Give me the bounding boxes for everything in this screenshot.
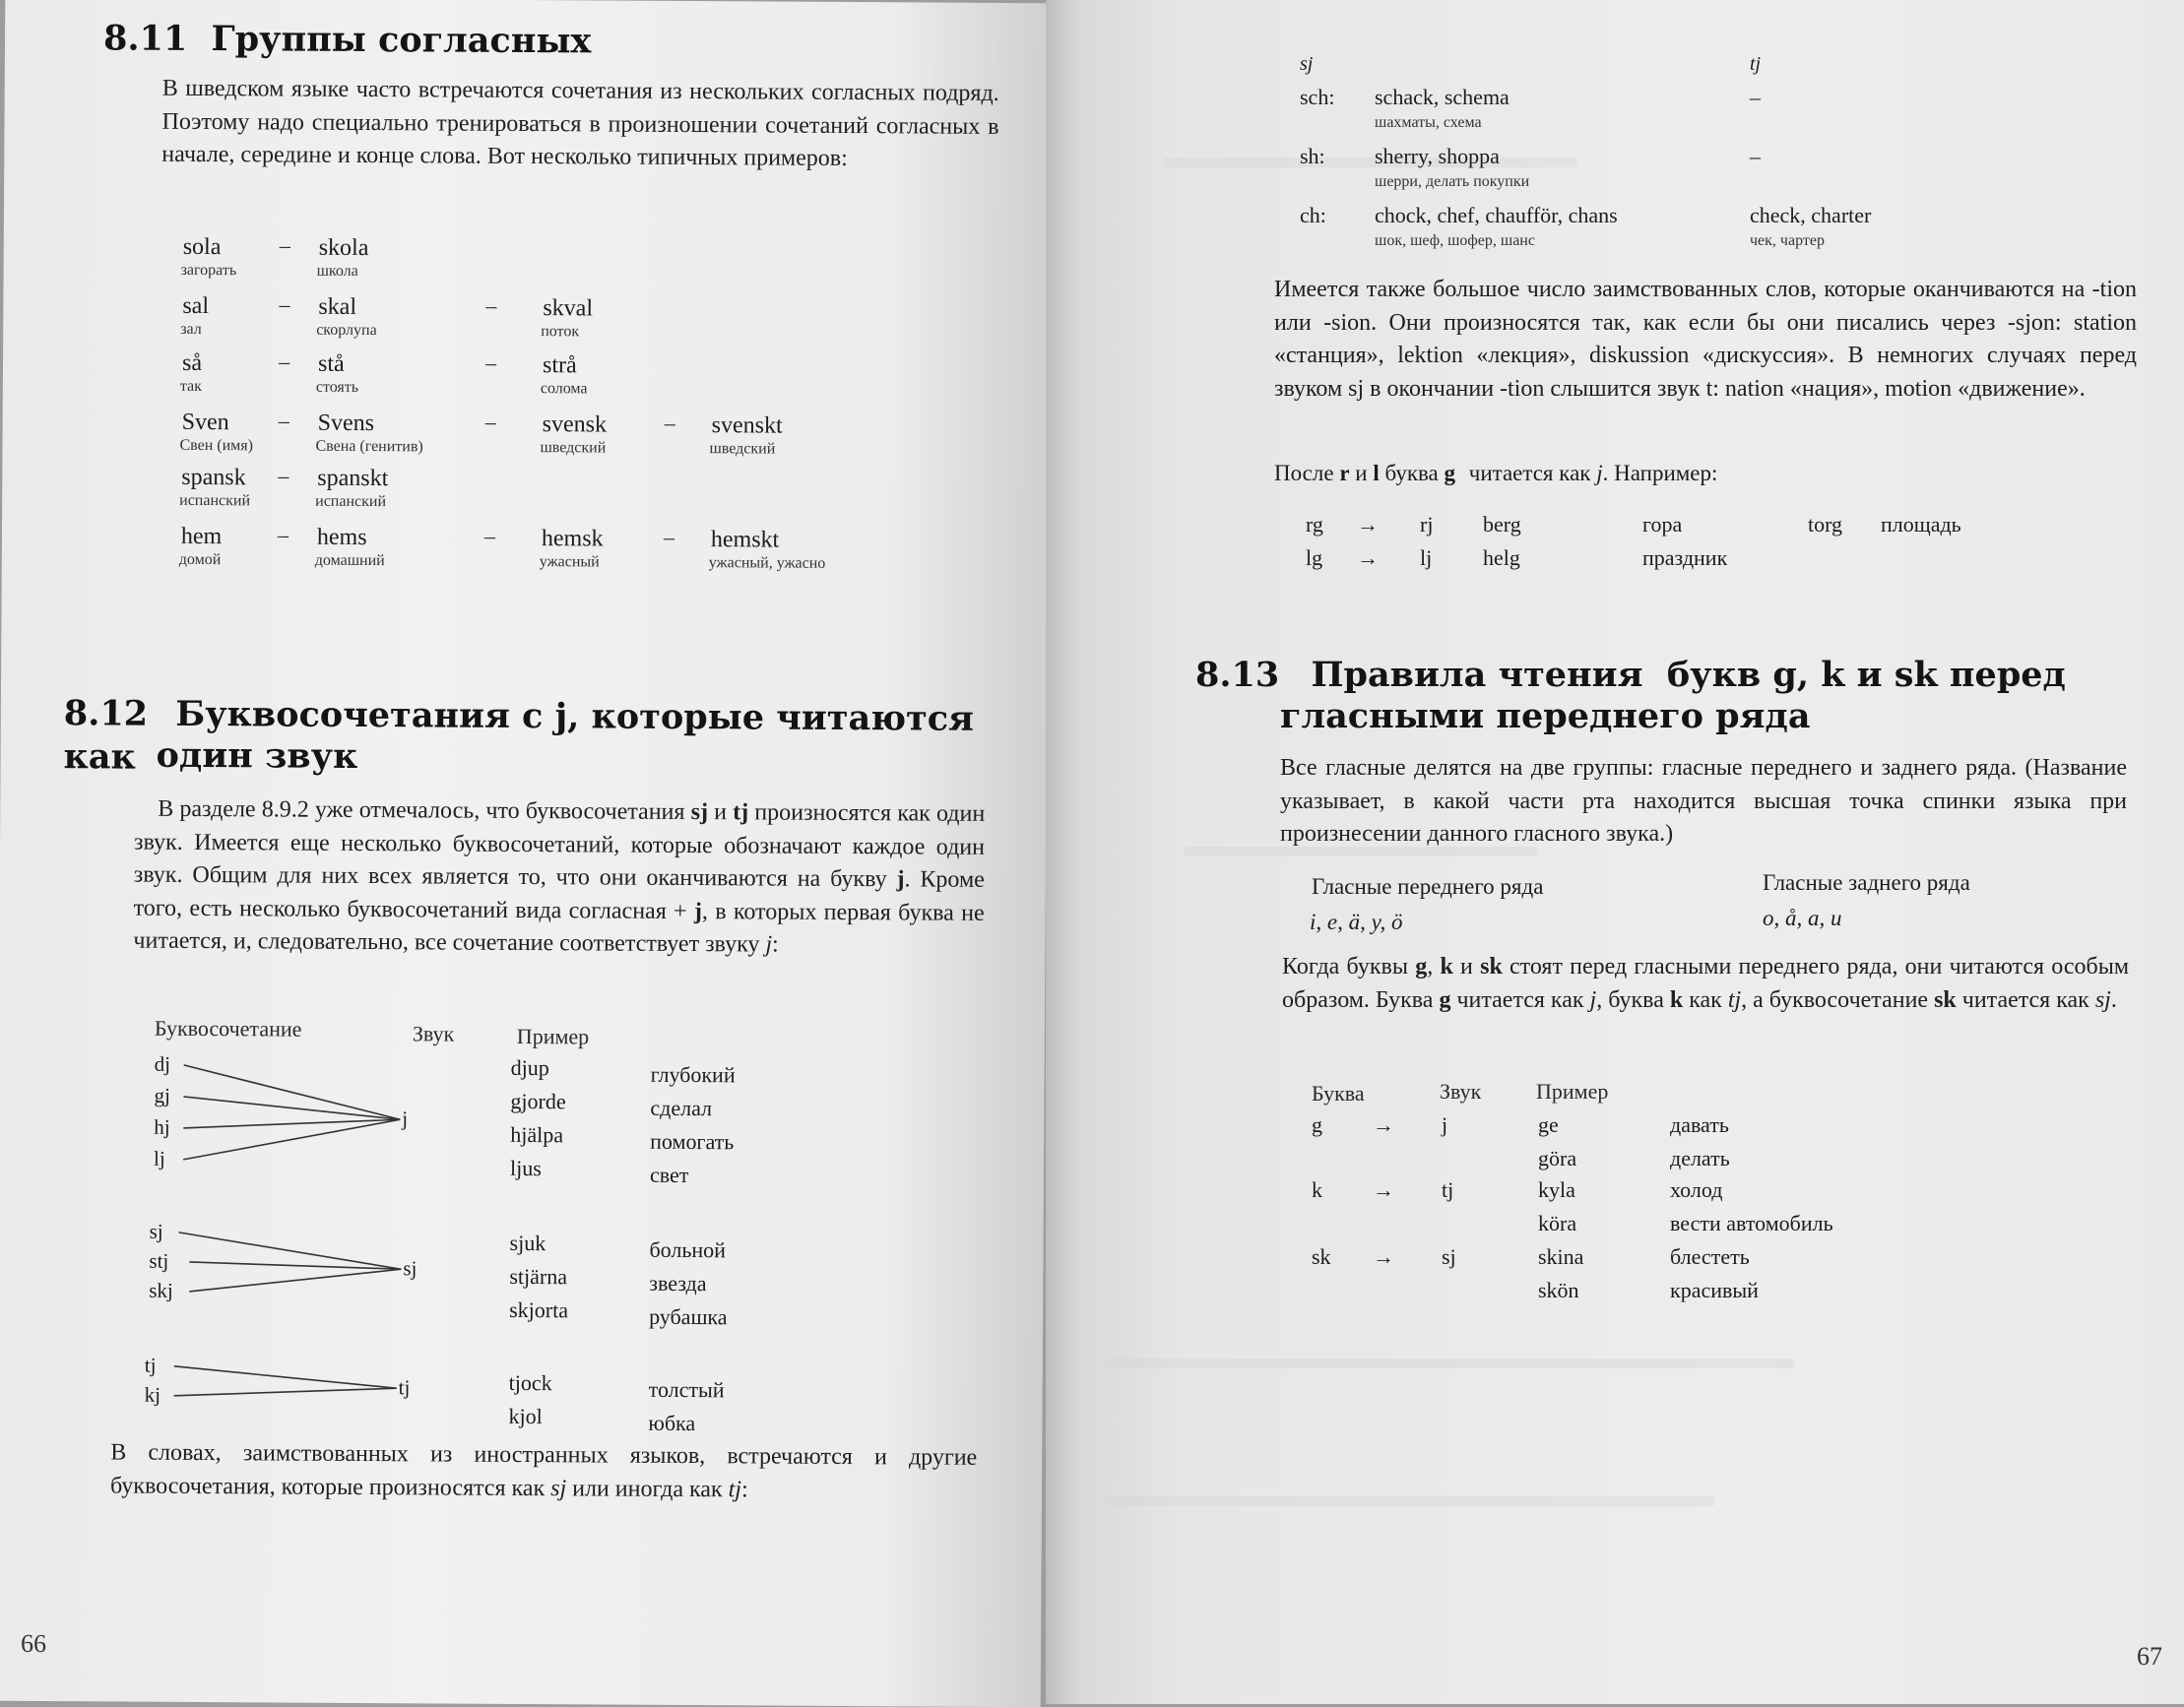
italic-sj: sj bbox=[550, 1475, 567, 1501]
dash: – bbox=[278, 408, 289, 433]
loan-words: sherry, shoppa bbox=[1375, 144, 1500, 168]
rg-cell-from: lg bbox=[1306, 545, 1323, 570]
section-8-13-rule-text bbox=[1282, 951, 2129, 1017]
cluster-word: hems bbox=[316, 524, 367, 551]
bold-l: l bbox=[1373, 461, 1380, 485]
dash: – bbox=[484, 409, 496, 434]
rule-example: skön bbox=[1538, 1278, 1579, 1302]
text-fragment: и bbox=[1460, 954, 1473, 980]
cluster-word: hem bbox=[180, 523, 223, 550]
cluster-word: spansk bbox=[181, 464, 246, 491]
cluster-word: sola bbox=[182, 233, 222, 261]
dash: – bbox=[278, 348, 290, 374]
header-example: Пример bbox=[1536, 1079, 1609, 1104]
cluster-gloss: поток bbox=[541, 323, 580, 341]
rg-cell-ex: helg bbox=[1483, 545, 1520, 570]
rule-arrow: → bbox=[1373, 1177, 1394, 1202]
combo-letters: gj bbox=[154, 1083, 170, 1107]
section-8-13-text: Все гласные делятся на две группы: гласные переднего и заднего ряда. (Название указывает, в какой части рта находится высшая точка спинки языка при произнесении данного гласного звука.) bbox=[1280, 755, 2127, 847]
header-sound: Звук bbox=[1440, 1079, 1482, 1104]
text-fragment: , а буквосочетание bbox=[1741, 986, 1929, 1013]
rule-translation: блестеть bbox=[1670, 1244, 1750, 1269]
rule-translation: давать bbox=[1670, 1112, 1729, 1137]
bleed-through bbox=[1105, 1496, 1715, 1506]
section-title-line1: Правила чтения букв g, k и sk перед bbox=[1311, 655, 2066, 695]
italic-j: j bbox=[1596, 461, 1603, 485]
section-number: 8.11 bbox=[102, 18, 188, 59]
loan-tj-gloss: чек, чартер bbox=[1750, 232, 1825, 249]
rule-example: kyla bbox=[1538, 1177, 1575, 1202]
header-combo: Буквосочетание bbox=[154, 1015, 302, 1042]
rule-letter: g bbox=[1312, 1112, 1322, 1137]
bold-k: k bbox=[1440, 954, 1453, 980]
connector-line bbox=[178, 1233, 401, 1269]
combo-letters: dj bbox=[154, 1051, 171, 1076]
example-translation: звезда bbox=[649, 1270, 707, 1296]
page-number-left: 66 bbox=[20, 1628, 47, 1659]
example-translation: сделал bbox=[650, 1095, 713, 1121]
cluster-word: så bbox=[181, 349, 203, 376]
sound-label: j bbox=[402, 1106, 409, 1131]
cluster-gloss: шведский bbox=[709, 440, 776, 458]
connector-line bbox=[183, 1097, 400, 1119]
rule-translation: вести автомобиль bbox=[1670, 1211, 1833, 1235]
cluster-word: svensk bbox=[542, 411, 608, 438]
cluster-word: spanskt bbox=[317, 465, 389, 492]
section-title: Группы согласных bbox=[211, 19, 592, 62]
text-fragment: и bbox=[1355, 461, 1368, 485]
example-word: tjock bbox=[508, 1369, 552, 1396]
loan-gloss: шерри, делать покупки bbox=[1375, 173, 1530, 190]
text-fragment: В словах, заимствованных из иностранных языков, встречаются и другие буквосочетания, которые произносятся как bbox=[109, 1439, 978, 1501]
rg-cell-arrow: → bbox=[1357, 512, 1379, 537]
text-fragment: В разделе 8.9.2 уже отмечалось, что буквосочетания bbox=[158, 795, 685, 826]
rg-cell-ex2: torg bbox=[1808, 512, 1843, 537]
tion-paragraph: Имеется также большое число заимствованных слов, которые оканчиваются на -tion или -sion. Они произносятся так, как если бы они писались через -sjon: station «станция», lektion «лекция», diskussion «дискуссия». В немногих случаях перед звуком sj в окончании -tion слышится звук t: nation «нация», motion «движение». bbox=[1274, 277, 2137, 402]
text-fragment: , bbox=[1427, 954, 1434, 980]
connector-line bbox=[183, 1118, 400, 1161]
loan-tj-words: – bbox=[1750, 85, 1761, 109]
loan-label: sch: bbox=[1300, 85, 1335, 109]
front-vowels-label: Гласные переднего ряда bbox=[1312, 874, 1544, 899]
cluster-gloss: Свена (генитив) bbox=[315, 437, 423, 456]
text-fragment: , буква bbox=[1596, 986, 1664, 1013]
bleed-through bbox=[1105, 1359, 1794, 1368]
loan-tj-words: – bbox=[1750, 144, 1761, 168]
connector-line bbox=[174, 1366, 397, 1388]
example-translation: больной bbox=[649, 1236, 727, 1263]
loan-gloss: шок, шеф, шофер, шанс bbox=[1375, 232, 1535, 249]
section-8-13-heading bbox=[1195, 654, 2066, 697]
cluster-gloss: так bbox=[179, 377, 202, 395]
right-page bbox=[1046, 0, 2184, 1704]
rg-cell-to: lj bbox=[1420, 545, 1433, 570]
rule-sound: tj bbox=[1442, 1177, 1454, 1202]
cluster-word: Sven bbox=[181, 409, 229, 436]
cluster-gloss: солома bbox=[540, 380, 588, 398]
example-word: kjol bbox=[508, 1403, 543, 1429]
text-fragment: : bbox=[740, 1476, 748, 1502]
rule-example: skina bbox=[1538, 1244, 1584, 1269]
text-fragment: или иногда как bbox=[572, 1475, 723, 1502]
example-word: stjärna bbox=[509, 1263, 568, 1290]
back-vowels: o, å, a, u bbox=[1763, 906, 1842, 930]
section-title-line1: Буквосочетания с j, которые читаются как bbox=[63, 693, 975, 778]
rg-cell-tr: гора bbox=[1642, 512, 1683, 537]
text-fragment: Когда буквы bbox=[1282, 954, 1408, 980]
dash: – bbox=[483, 523, 496, 548]
back-vowels-label: Гласные заднего ряда bbox=[1763, 870, 1970, 895]
connector-line bbox=[189, 1262, 401, 1269]
bleed-through bbox=[1164, 158, 1577, 167]
combo-letters: kj bbox=[144, 1382, 161, 1407]
dash: – bbox=[663, 524, 675, 549]
cluster-gloss: загорать bbox=[180, 261, 237, 280]
dash: – bbox=[279, 232, 290, 258]
cluster-gloss: ужасный bbox=[539, 553, 600, 571]
rule-translation: красивый bbox=[1670, 1278, 1759, 1302]
column-header-sj: sj bbox=[1300, 53, 1314, 75]
text-fragment: : bbox=[772, 931, 779, 958]
section-8-13-heading-line2: гласными переднего ряда bbox=[1280, 696, 1811, 736]
example-word: djup bbox=[510, 1054, 549, 1081]
example-word: skjorta bbox=[509, 1296, 569, 1323]
bold-j: j bbox=[693, 898, 703, 924]
italic-j: j bbox=[1589, 986, 1597, 1013]
left-page bbox=[0, 0, 1051, 1707]
connector-lines bbox=[0, 0, 990, 1676]
example-translation: свет bbox=[649, 1162, 689, 1188]
text-fragment: и bbox=[714, 799, 728, 826]
bold-g: g bbox=[1415, 954, 1428, 980]
cluster-word: strå bbox=[542, 352, 577, 379]
text-fragment: читается как bbox=[1468, 461, 1591, 485]
text-fragment: стоят перед гласными переднего ряда, они читаются особым образом. Буква bbox=[1282, 954, 2130, 1013]
cluster-gloss: школа bbox=[316, 262, 358, 280]
cluster-word: hemskt bbox=[710, 527, 780, 553]
cluster-word: svenskt bbox=[711, 412, 783, 439]
sound-label: tj bbox=[398, 1375, 411, 1400]
cluster-gloss: домой bbox=[178, 550, 222, 569]
text-fragment: После bbox=[1274, 461, 1334, 485]
text-fragment: читается как bbox=[1961, 986, 2089, 1013]
dash: – bbox=[278, 463, 289, 488]
bold-r: r bbox=[1339, 461, 1350, 485]
text-fragment: . Например: bbox=[1602, 461, 1718, 485]
rg-cell-tr2: площадь bbox=[1881, 512, 1961, 537]
rg-cell-to: rj bbox=[1420, 512, 1434, 537]
connector-line bbox=[189, 1268, 401, 1293]
dash: – bbox=[484, 349, 497, 375]
example-translation: рубашка bbox=[649, 1303, 728, 1330]
italic-tj: tj bbox=[728, 1476, 742, 1502]
bold-sk: sk bbox=[1934, 986, 1957, 1013]
example-translation: глубокий bbox=[650, 1061, 736, 1088]
loan-words: schack, schema bbox=[1375, 85, 1510, 109]
rule-arrow: → bbox=[1373, 1112, 1394, 1137]
loan-tj-words: check, charter bbox=[1750, 203, 1872, 227]
rg-intro bbox=[1274, 461, 1717, 486]
section-number: 8.12 bbox=[63, 693, 149, 734]
rule-example: ge bbox=[1538, 1112, 1559, 1137]
cluster-word: Svens bbox=[317, 410, 375, 437]
italic-tj: tj bbox=[1727, 986, 1742, 1013]
rule-translation: холод bbox=[1670, 1177, 1723, 1202]
cluster-gloss: стоять bbox=[315, 378, 359, 396]
header-example: Пример bbox=[516, 1023, 590, 1049]
connector-line bbox=[174, 1387, 397, 1397]
combo-letters: skj bbox=[149, 1278, 173, 1302]
cluster-gloss: Свен (имя) bbox=[179, 436, 254, 455]
bold-tj: tj bbox=[733, 799, 749, 826]
rule-translation: делать bbox=[1670, 1146, 1730, 1170]
bold-sk: sk bbox=[1480, 954, 1503, 980]
bold-j: j bbox=[896, 866, 905, 893]
cluster-word: sal bbox=[182, 292, 210, 320]
rule-example: köra bbox=[1538, 1211, 1577, 1235]
cluster-gloss: испанский bbox=[315, 492, 387, 511]
section-8-12-heading-line2: один звук bbox=[156, 734, 358, 777]
text-fragment: читается как bbox=[1456, 986, 1584, 1013]
combo-letters: tj bbox=[144, 1353, 157, 1377]
rule-sound: sj bbox=[1442, 1244, 1456, 1269]
text-fragment: , в которых первая буква не читается, и, следовательно, все сочетание соответствует звуку bbox=[133, 898, 985, 958]
cluster-gloss: шведский bbox=[540, 439, 607, 457]
header-letter: Буква bbox=[1312, 1081, 1365, 1106]
cluster-gloss: ужасный, ужасно bbox=[708, 554, 826, 572]
rg-cell-ex: berg bbox=[1483, 512, 1521, 537]
front-vowels: i, e, ä, y, ö bbox=[1310, 910, 1403, 934]
text-fragment: произносятся как один звук. Имеется еще несколько буквосочетаний, которые обозначают каждое один звук. Общим для них всех является то, что они оканчиваются на букву bbox=[133, 799, 986, 893]
cluster-gloss: испанский bbox=[179, 491, 251, 510]
example-word: ljus bbox=[509, 1155, 542, 1181]
bold-sj: sj bbox=[690, 799, 709, 826]
sound-label: sj bbox=[403, 1256, 418, 1281]
text-fragment: . bbox=[2110, 986, 2117, 1013]
rg-cell-tr: праздник bbox=[1642, 545, 1728, 570]
connector-line bbox=[183, 1118, 400, 1129]
loan-label: sh: bbox=[1300, 144, 1325, 168]
rule-letter: k bbox=[1312, 1177, 1322, 1202]
dash: – bbox=[277, 522, 289, 547]
example-word: sjuk bbox=[509, 1230, 546, 1256]
rule-arrow: → bbox=[1373, 1244, 1394, 1269]
example-translation: толстый bbox=[648, 1376, 725, 1403]
example-word: hjälpa bbox=[510, 1121, 564, 1148]
dash: – bbox=[485, 292, 497, 318]
dash: – bbox=[664, 410, 675, 435]
combo-letters: stj bbox=[149, 1248, 169, 1273]
loan-gloss: шахматы, схема bbox=[1375, 114, 1482, 131]
example-translation: юбка bbox=[648, 1410, 696, 1436]
combo-letters: sj bbox=[149, 1219, 163, 1243]
example-translation: помогать bbox=[650, 1128, 735, 1155]
italic-j: j bbox=[765, 931, 773, 958]
italic-sj: sj bbox=[2094, 986, 2111, 1013]
rule-letter: sk bbox=[1312, 1244, 1331, 1269]
rule-sound: j bbox=[1442, 1112, 1448, 1137]
rg-cell-from: rg bbox=[1306, 512, 1323, 537]
rule-example: göra bbox=[1538, 1146, 1577, 1170]
dash: – bbox=[279, 291, 290, 317]
example-word: gjorde bbox=[510, 1088, 566, 1114]
cluster-word: skval bbox=[543, 295, 594, 322]
rg-cell-arrow: → bbox=[1357, 545, 1379, 570]
column-header-tj: tj bbox=[1750, 53, 1762, 75]
page-number-right: 67 bbox=[2137, 1642, 2162, 1671]
cluster-gloss: домашний bbox=[314, 551, 385, 570]
cluster-word: skal bbox=[318, 293, 357, 320]
text-fragment: буква bbox=[1384, 461, 1439, 485]
cluster-gloss: зал bbox=[180, 320, 202, 338]
loan-label: ch: bbox=[1300, 203, 1326, 227]
section-number: 8.13 bbox=[1195, 655, 1280, 695]
loan-words: chock, chef, chaufför, chans bbox=[1375, 203, 1618, 227]
cluster-gloss: скорлупа bbox=[316, 321, 377, 340]
cluster-word: hemsk bbox=[541, 526, 604, 552]
section-8-11-text: В шведском языке часто встречаются сочетания из нескольких согласных подряд. Поэтому надо специально тренироваться в произношении сочетаний согласных в начале, середине и конце слова. Вот несколько типичных примеров: bbox=[161, 75, 999, 172]
combo-letters: lj bbox=[154, 1146, 165, 1170]
header-sound: Звук bbox=[412, 1021, 455, 1046]
cluster-word: skola bbox=[318, 234, 369, 262]
section-8-12-after-text bbox=[110, 1436, 977, 1507]
text-fragment: как bbox=[1689, 986, 1722, 1013]
bold-k: k bbox=[1669, 986, 1684, 1013]
bold-g: g bbox=[1444, 461, 1456, 485]
text-fragment: . Кроме того, есть несколько буквосочетаний вида согласная + bbox=[133, 866, 985, 924]
connector-line bbox=[183, 1065, 400, 1119]
combo-letters: hj bbox=[154, 1114, 170, 1139]
cluster-word: stå bbox=[317, 350, 345, 377]
bold-g: g bbox=[1439, 986, 1451, 1013]
